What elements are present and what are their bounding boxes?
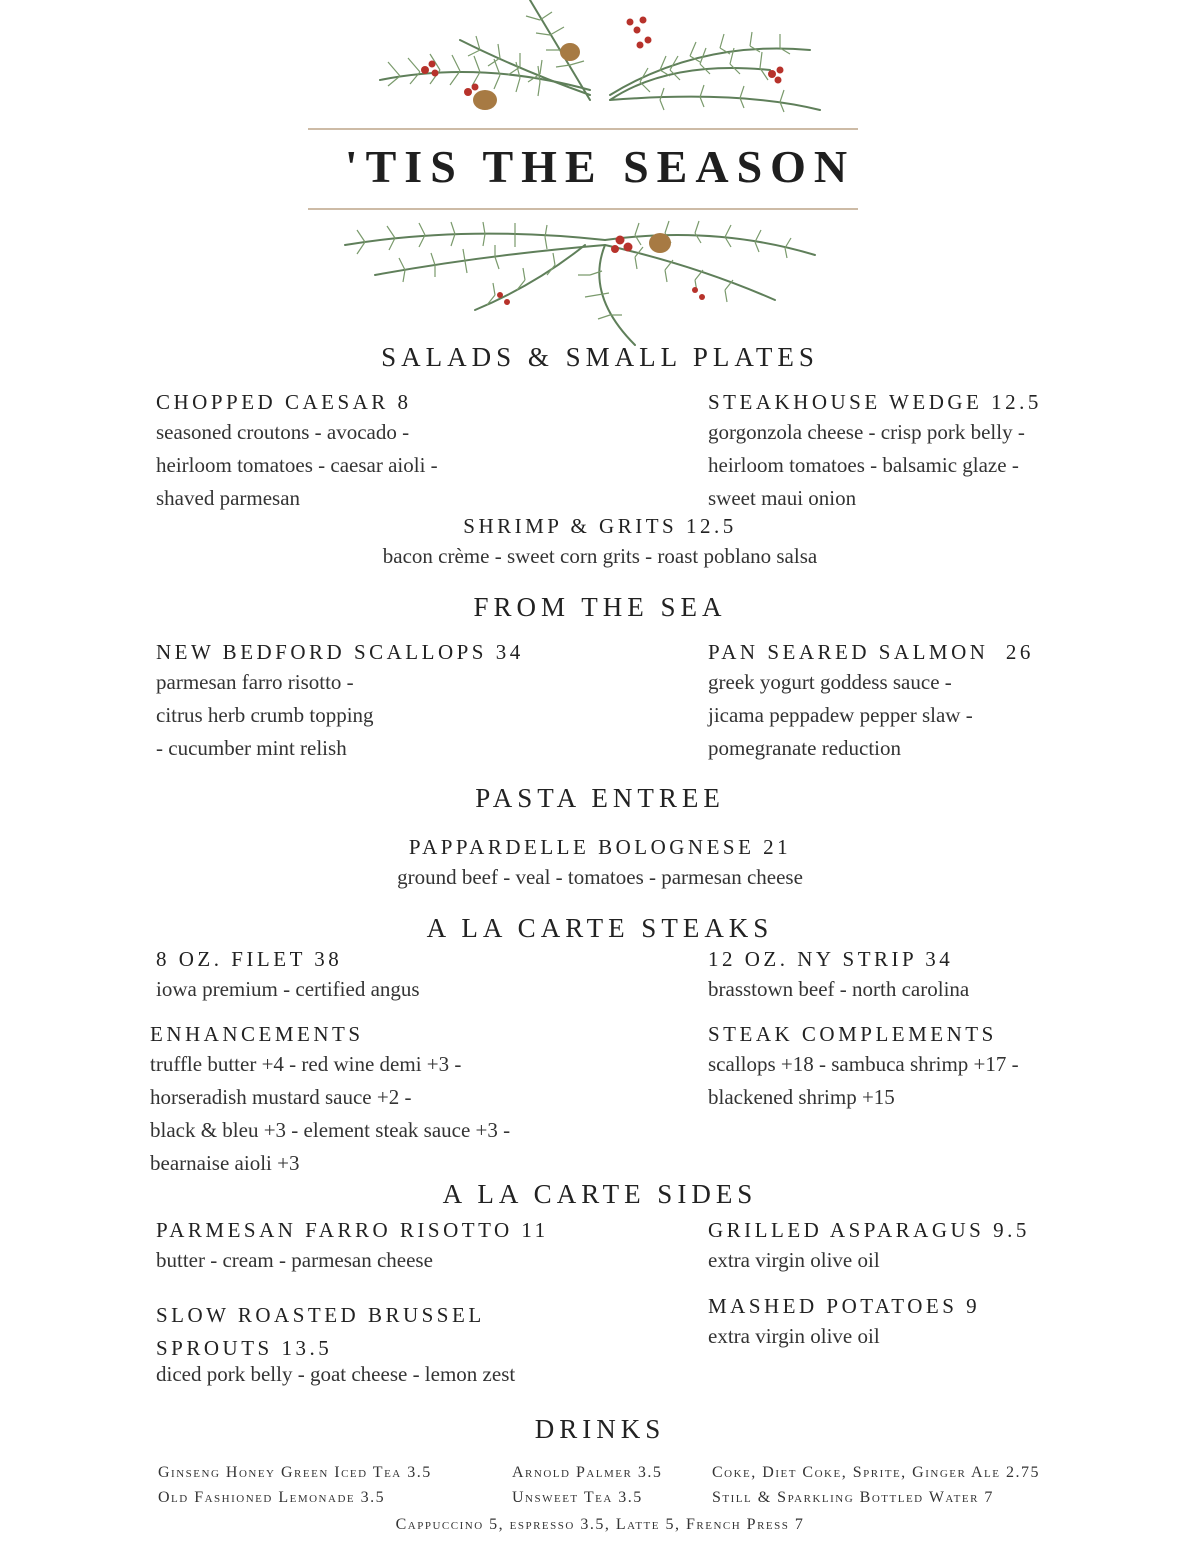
- drink-item: Still & Sparkling Bottled Water 7: [712, 1489, 994, 1506]
- item-chopped-caesar-desc: [156, 416, 438, 515]
- pine-garland-bottom-icon: [335, 215, 835, 350]
- desc-line: horseradish mustard sauce +2 -: [150, 1085, 412, 1109]
- title-rule-bottom: [308, 208, 858, 210]
- item-farro-risotto-desc: butter - cream - parmesan cheese: [156, 1248, 433, 1272]
- drink-item: Ginseng Honey Green Iced Tea 3.5: [158, 1464, 432, 1481]
- item-name-line: SLOW ROASTED BRUSSEL: [156, 1303, 485, 1327]
- desc-line: parmesan farro risotto -: [156, 670, 354, 694]
- item-scallops-desc: [156, 666, 374, 765]
- desc-line: - cucumber mint relish: [156, 736, 347, 760]
- section-sides-heading: A LA CARTE SIDES: [442, 1179, 758, 1209]
- desc-line: pomegranate reduction: [708, 736, 901, 760]
- item-ny-strip-desc: brasstown beef - north carolina: [708, 977, 970, 1001]
- item-steakhouse-wedge: STEAKHOUSE WEDGE 12.5: [708, 390, 1042, 414]
- item-farro-risotto: PARMESAN FARRO RISOTTO 11: [156, 1218, 549, 1242]
- desc-line: scallops +18 - sambuca shrimp +17 -: [708, 1052, 1019, 1076]
- drink-item: Coke, Diet Coke, Sprite, Ginger Ale 2.75: [712, 1464, 1040, 1481]
- desc-line: jicama peppadew pepper slaw -: [708, 703, 973, 727]
- drinks-coffee: Cappuccino 5, espresso 3.5, Latte 5, French Press 7: [395, 1516, 805, 1533]
- item-name-line: SPROUTS 13.5: [156, 1336, 333, 1360]
- drink-item: Unsweet Tea 3.5: [512, 1489, 643, 1506]
- item-enhancements: ENHANCEMENTS: [150, 1022, 364, 1046]
- item-scallops: NEW BEDFORD SCALLOPS 34: [156, 640, 524, 664]
- item-filet: 8 OZ. FILET 38: [156, 947, 343, 971]
- item-steak-complements-desc: [708, 1048, 1019, 1114]
- item-salmon-desc: [708, 666, 973, 765]
- drink-item: Old Fashioned Lemonade 3.5: [158, 1489, 386, 1506]
- item-chopped-caesar: CHOPPED CAESAR 8: [156, 390, 412, 414]
- item-ny-strip: 12 OZ. NY STRIP 34: [708, 947, 954, 971]
- item-steakhouse-wedge-desc: [708, 416, 1025, 515]
- desc-line: heirloom tomatoes - caesar aioli -: [156, 453, 438, 477]
- desc-line: sweet maui onion: [708, 486, 857, 510]
- item-brussel-sprouts-desc: diced pork belly - goat cheese - lemon zest: [156, 1362, 516, 1386]
- item-shrimp-grits-desc: bacon crème - sweet corn grits - roast poblano salsa: [382, 544, 818, 568]
- desc-line: citrus herb crumb topping: [156, 703, 374, 727]
- desc-line: gorgonzola cheese - crisp pork belly -: [708, 420, 1025, 444]
- drinks-column-1: [158, 1460, 432, 1510]
- desc-line: shaved parmesan: [156, 486, 301, 510]
- drinks-column-2: [512, 1460, 662, 1510]
- desc-line: blackened shrimp +15: [708, 1085, 895, 1109]
- desc-line: greek yogurt goddess sauce -: [708, 670, 952, 694]
- drink-item: Arnold Palmer 3.5: [512, 1464, 663, 1481]
- desc-line: truffle butter +4 - red wine demi +3 -: [150, 1052, 462, 1076]
- item-bolognese-desc: ground beef - veal - tomatoes - parmesan cheese: [397, 865, 803, 889]
- desc-line: bearnaise aioli +3: [150, 1151, 300, 1175]
- item-asparagus-desc: extra virgin olive oil: [708, 1248, 880, 1272]
- item-enhancements-desc: [150, 1048, 510, 1180]
- item-steak-complements: STEAK COMPLEMENTS: [708, 1022, 997, 1046]
- desc-line: seasoned croutons - avocado -: [156, 420, 410, 444]
- item-asparagus: GRILLED ASPARAGUS 9.5: [708, 1218, 1030, 1242]
- section-steaks-heading: A LA CARTE STEAKS: [426, 913, 774, 943]
- section-drinks-heading: DRINKS: [534, 1414, 666, 1444]
- item-mashed-potatoes: MASHED POTATOES 9: [708, 1294, 981, 1318]
- item-filet-desc: iowa premium - certified angus: [156, 977, 420, 1001]
- desc-line: heirloom tomatoes - balsamic glaze -: [708, 453, 1019, 477]
- drinks-column-3: [712, 1460, 1040, 1510]
- section-pasta-heading: PASTA ENTREE: [475, 783, 725, 813]
- item-bolognese: PAPPARDELLE BOLOGNESE 21: [408, 835, 792, 859]
- desc-line: black & bleu +3 - element steak sauce +3 -: [150, 1118, 511, 1142]
- page-title: 'TIS THE SEASON: [344, 141, 856, 192]
- item-brussel-sprouts: [156, 1299, 485, 1365]
- section-salads-heading: SALADS & SMALL PLATES: [381, 342, 819, 372]
- pine-garland-top-icon: [340, 0, 860, 125]
- item-mashed-potatoes-desc: extra virgin olive oil: [708, 1324, 880, 1348]
- item-salmon: PAN SEARED SALMON 26: [708, 640, 1034, 664]
- section-sea-heading: FROM THE SEA: [473, 592, 727, 622]
- title-rule-top: [308, 128, 858, 130]
- item-shrimp-grits: SHRIMP & GRITS 12.5: [463, 514, 737, 538]
